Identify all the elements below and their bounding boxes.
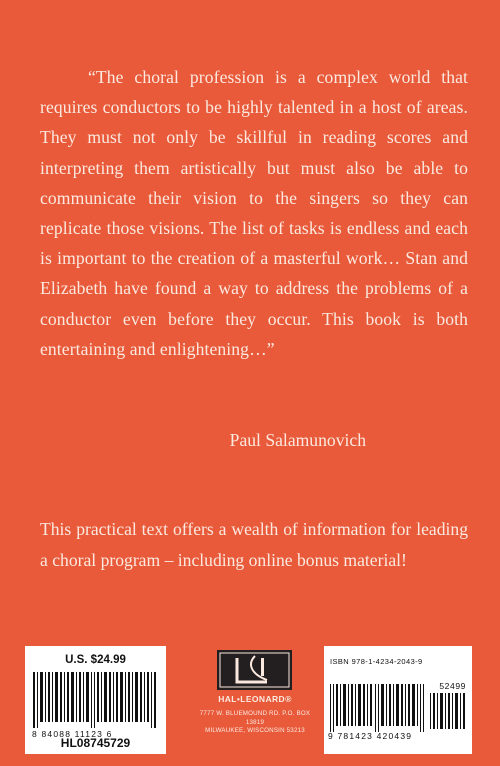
blurb-text: This practical text offers a wealth of information for leading a choral program – including online bonus material! — [40, 519, 468, 570]
ean-digits: 9 781423 420439 — [328, 731, 413, 741]
quote-text: “The choral profession is a complex world that requires conductors to be highly talented in a host of areas. They must not only be skillful in reading scores and interpreting them artistically but must also be able to communicate their vision to the singers so they can replicate those visions. The list of tasks is endless and each is important to the creation of a masterful work… Stan and Elizabeth have found a way to address the problems of a conductor even before they occur. This book is both entertaining and enlightening…” — [40, 67, 468, 359]
price-label — [25, 646, 166, 754]
hal-leonard-logo — [217, 650, 292, 690]
address-line-2: MILWAUKEE, WISCONSIN 53213 — [205, 727, 305, 734]
price-text: U.S. $24.99 — [65, 654, 126, 666]
back-cover-quote — [40, 62, 468, 364]
isbn-label — [324, 646, 472, 754]
isbn-barcode — [330, 684, 430, 732]
book-blurb — [40, 514, 468, 575]
quote-attribution: Paul Salamunovich — [229, 430, 366, 450]
publisher-brand: HAL•LEONARD® — [218, 694, 292, 704]
addon-barcode — [430, 693, 466, 729]
logo-mark-icon — [217, 650, 292, 690]
upc-barcode — [33, 672, 157, 728]
product-code: HL08745729 — [60, 736, 131, 750]
publisher-address — [190, 710, 320, 736]
address-line-1: 7777 W. BLUEMOUND RD. P.O. BOX 13819 — [199, 710, 311, 726]
isbn-text: ISBN 978-1-4234-2043-9 — [330, 657, 423, 666]
price-addon-digits: 52499 — [439, 681, 466, 691]
upc-digits: 8 84088 11123 6 — [32, 729, 113, 739]
